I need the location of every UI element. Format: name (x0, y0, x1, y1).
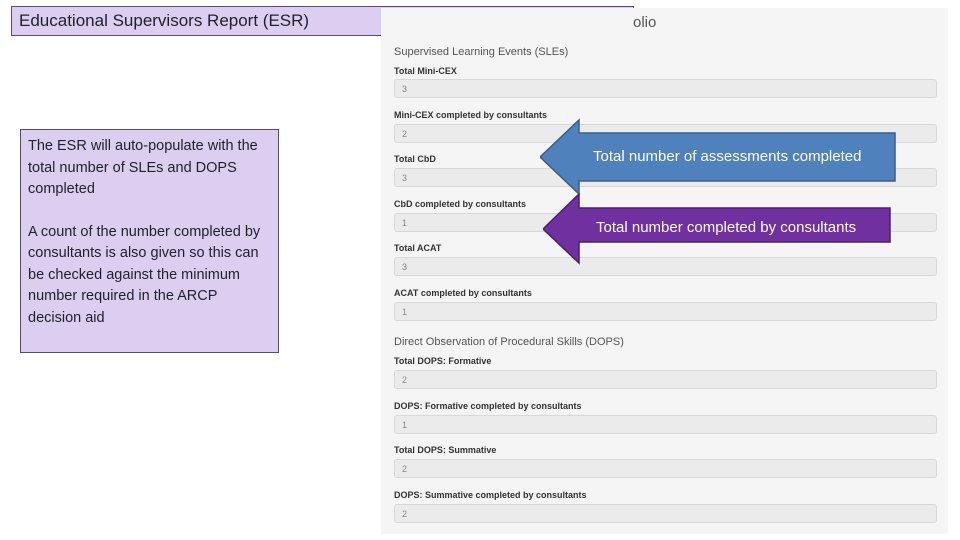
field-mini-cex-consultants[interactable]: 2 (394, 124, 937, 143)
field-total-cbd[interactable]: 3 (394, 168, 937, 187)
field-total-acat[interactable]: 3 (394, 257, 937, 276)
sle-section-title: Supervised Learning Events (SLEs) (394, 46, 569, 58)
page-title: Educational Supervisors Report (ESR) (11, 6, 634, 36)
explanation-paragraph-1: The ESR will auto-populate with the total number of SLEs and DOPS completed (28, 138, 258, 197)
consultants-callout: Total number completed by consultants (596, 219, 857, 236)
field-label-dops-formative-consultants: DOPS: Formative completed by consultants (394, 401, 582, 411)
field-label-total-acat: Total ACAT (394, 243, 442, 253)
explanation-paragraph-2: A count of the number completed by consultants is also given so this can be checked against the minimum number required in the ARCP decision aid (28, 223, 261, 326)
total-assessments-callout: Total number of assessments completed (593, 148, 862, 165)
field-total-mini-cex[interactable]: 3 (394, 79, 937, 98)
field-dops-formative-consultants[interactable]: 1 (394, 415, 937, 434)
field-dops-summative-consultants[interactable]: 2 (394, 504, 937, 523)
consultants-arrow (543, 193, 893, 265)
field-label-total-cbd: Total CbD (394, 154, 436, 164)
panel-title-fragment: olio (633, 14, 657, 31)
field-cbd-consultants[interactable]: 1 (394, 213, 937, 232)
total-assessments-arrow (540, 118, 900, 196)
dops-section-title: Direct Observation of Procedural Skills (DOPS) (394, 336, 624, 348)
field-total-dops-summative[interactable]: 2 (394, 459, 937, 478)
field-label-total-dops-summative: Total DOPS: Summative (394, 445, 497, 455)
field-label-acat-consultants: ACAT completed by consultants (394, 288, 532, 298)
field-label-dops-summative-consultants: DOPS: Summative completed by consultants (394, 490, 587, 500)
field-total-dops-formative[interactable]: 2 (394, 370, 937, 389)
field-label-cbd-consultants: CbD completed by consultants (394, 199, 527, 209)
field-label-total-mini-cex: Total Mini-CEX (394, 66, 457, 76)
explanation-box (20, 129, 279, 353)
field-acat-consultants[interactable]: 1 (394, 302, 937, 321)
field-label-total-dops-formative: Total DOPS: Formative (394, 356, 492, 366)
field-label-mini-cex-consultants: Mini-CEX completed by consultants (394, 110, 548, 120)
